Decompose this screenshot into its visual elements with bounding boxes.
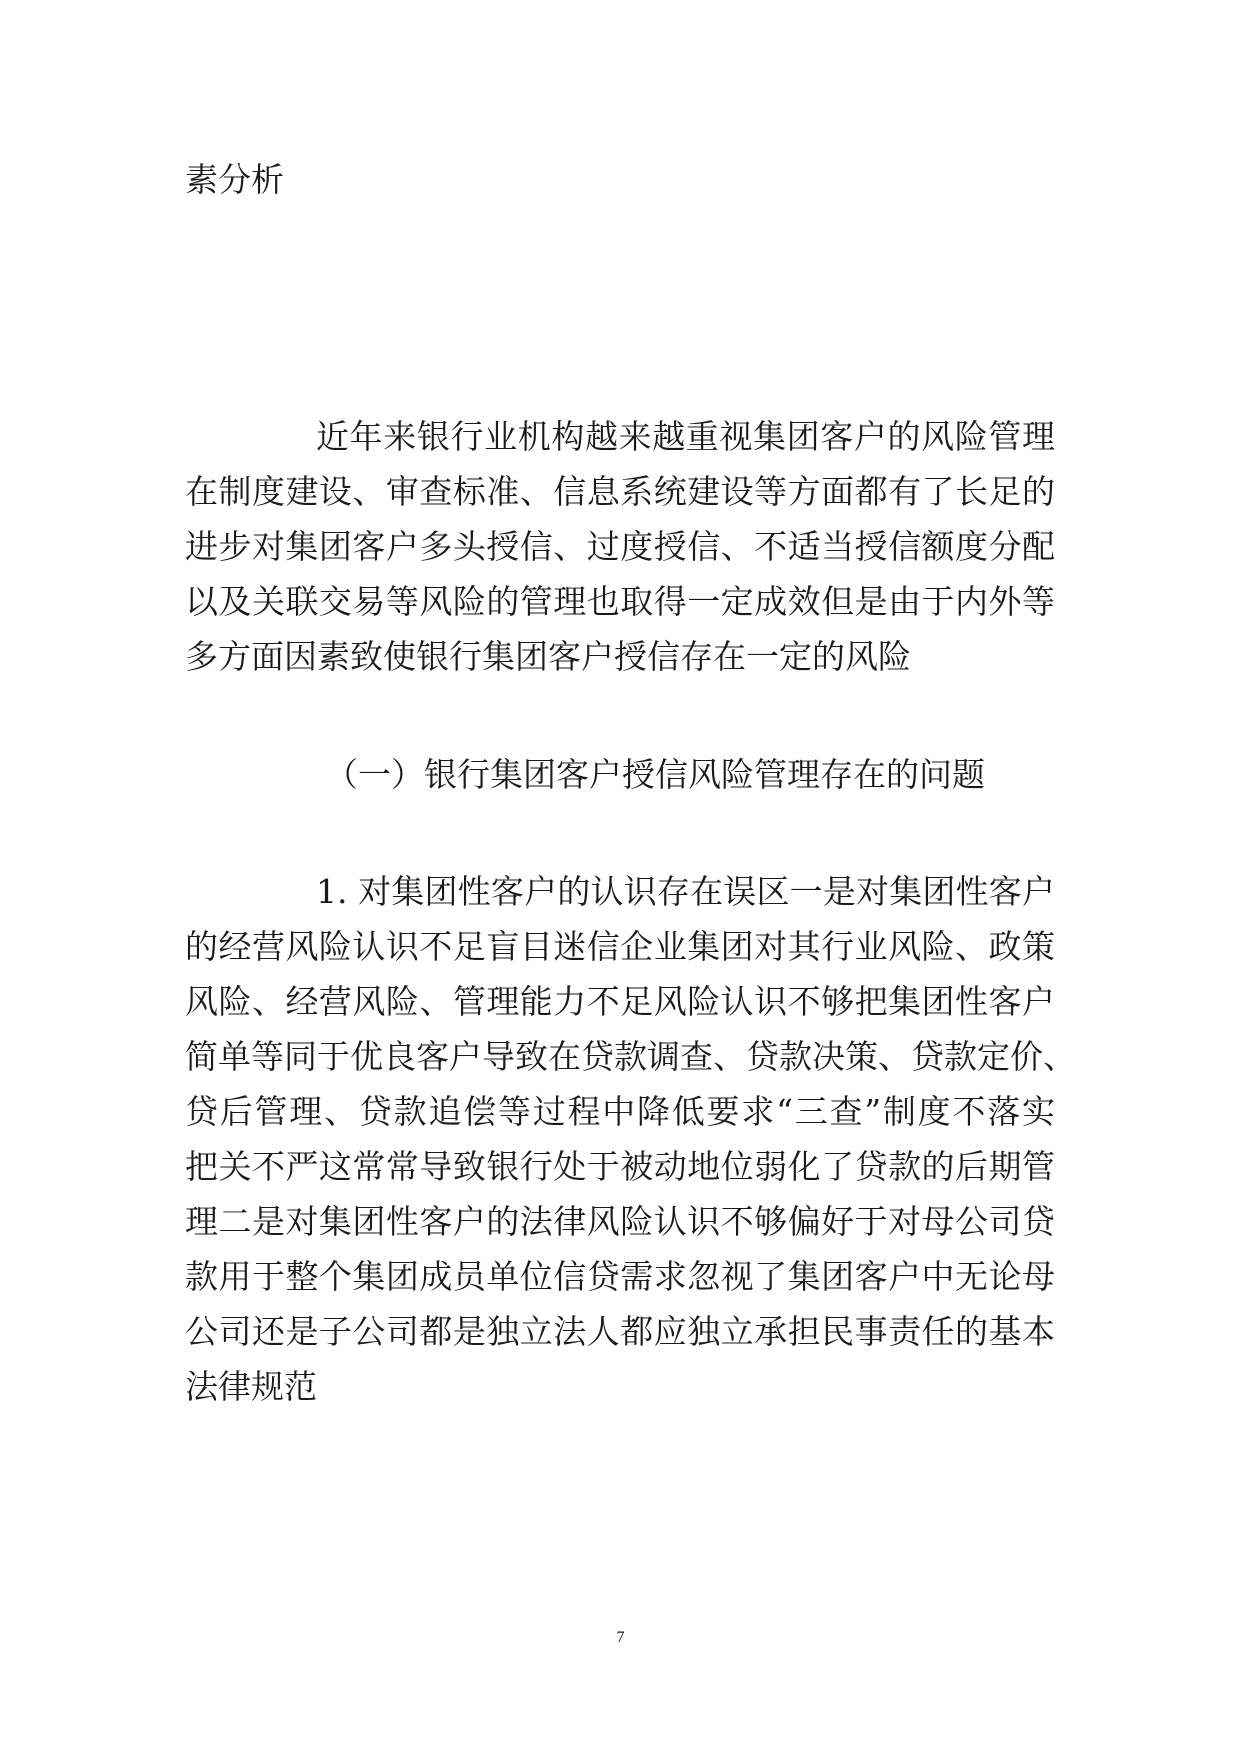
paragraph-line: 进步对集团客户多头授信、过度授信、不适当授信额度分配 xyxy=(185,527,1055,566)
text-fragment: 素分析 xyxy=(185,160,284,199)
paragraph-line: 贷后管理、贷款追偿等过程中降低要求“三查”制度不落实 xyxy=(185,1092,1055,1131)
paragraph-line: 简单等同于优良客户导致在贷款调查、贷款决策、贷款定价、 xyxy=(185,1037,1076,1076)
paragraph-line: 款用于整个集团成员单位信贷需求忽视了集团客户中无论母 xyxy=(185,1257,1055,1296)
paragraph-line: 法律规范 xyxy=(185,1367,317,1406)
section-heading: （一）银行集团客户授信风险管理存在的问题 xyxy=(325,755,985,794)
paragraph-line: 风险、经营风险、管理能力不足风险认识不够把集团性客户 xyxy=(185,982,1055,1021)
paragraph-line: 理二是对集团性客户的法律风险认识不够偏好于对母公司贷 xyxy=(185,1202,1055,1241)
paragraph-line: 把关不严这常常导致银行处于被动地位弱化了贷款的后期管 xyxy=(185,1147,1055,1186)
paragraph-line: 的经营风险认识不足盲目迷信企业集团对其行业风险、政策 xyxy=(185,927,1055,966)
paragraph-line: 公司还是子公司都是独立法人都应独立承担民事责任的基本 xyxy=(185,1312,1055,1351)
paragraph-line: 在制度建设、审查标准、信息系统建设等方面都有了长足的 xyxy=(185,472,1055,511)
paragraph-line: 1. 对集团性客户的认识存在误区一是对集团性客户 xyxy=(316,872,1055,911)
paragraph-line: 多方面因素致使银行集团客户授信存在一定的风险 xyxy=(185,637,911,676)
paragraph-line: 近年来银行业机构越来越重视集团客户的风险管理 xyxy=(316,417,1055,456)
page-number: 7 xyxy=(616,1629,625,1646)
paragraph-line: 以及关联交易等风险的管理也取得一定成效但是由于内外等 xyxy=(185,582,1055,621)
